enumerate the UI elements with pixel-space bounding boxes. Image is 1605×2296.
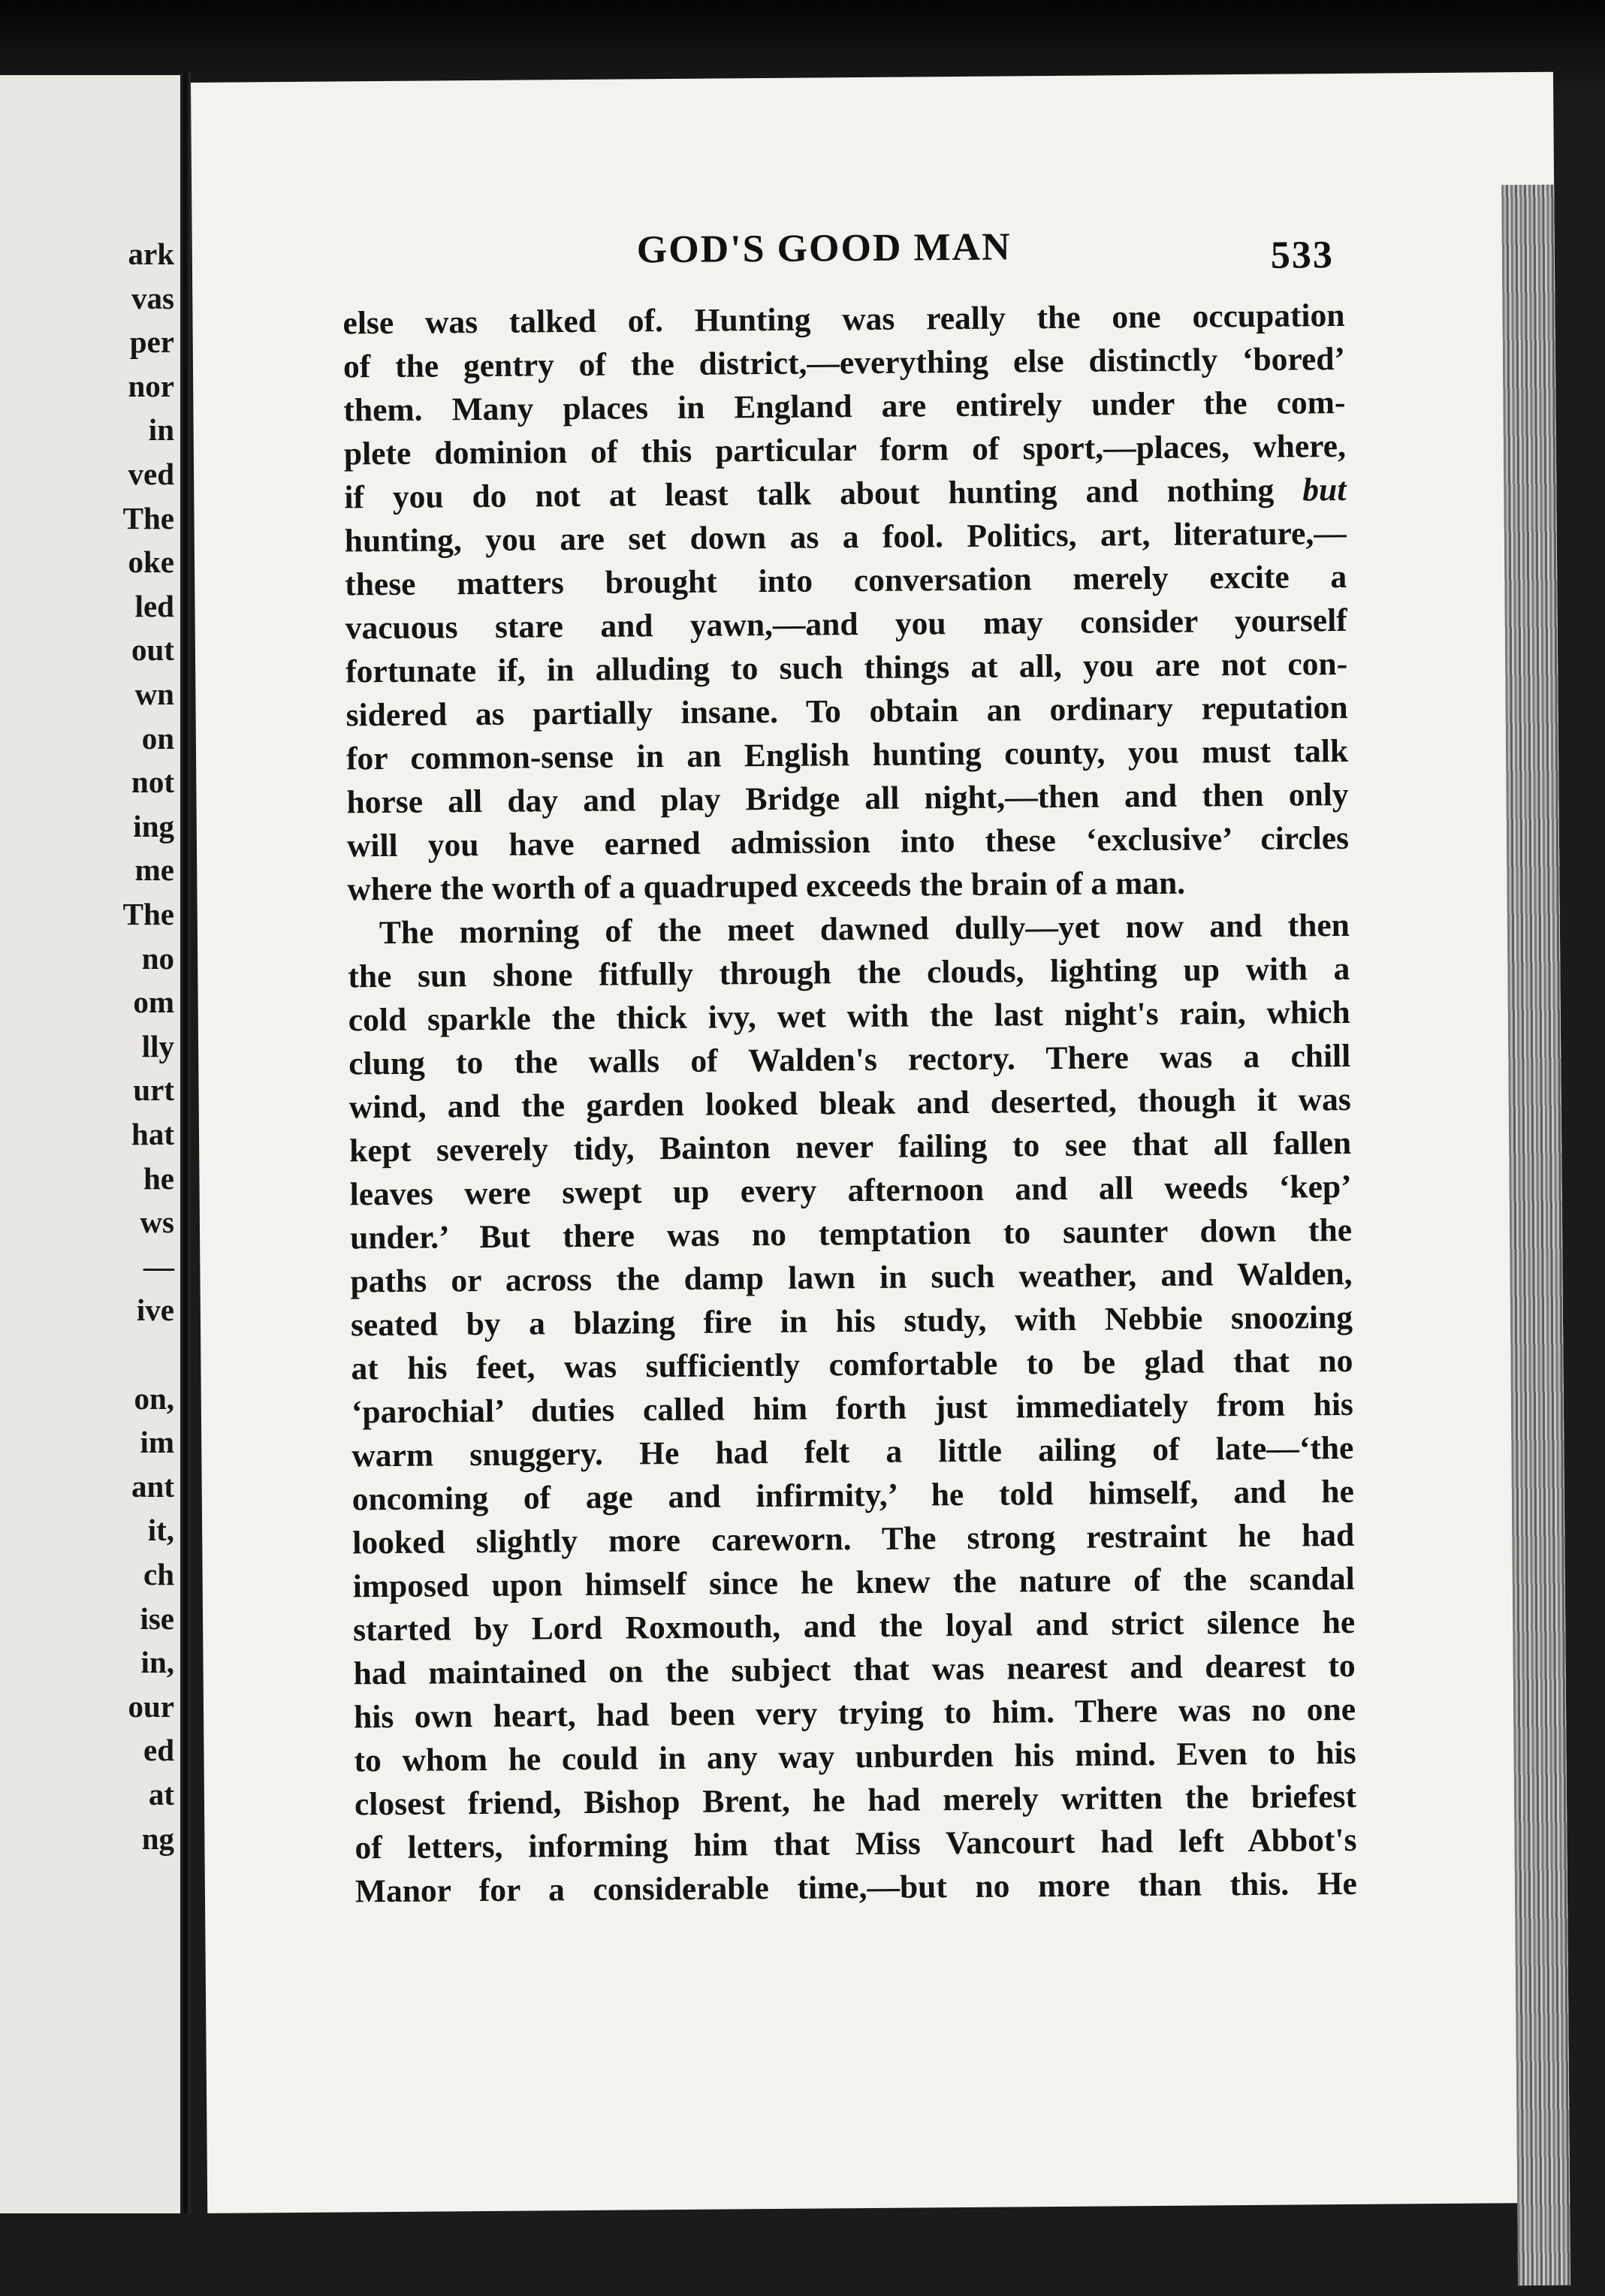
left-page-fragment: oke (128, 545, 174, 580)
page-number: 533 (1270, 234, 1335, 277)
text-line: oncoming of age and infirmity,’ he told himself, and he (351, 1473, 1354, 1518)
left-page-fragment: lly (141, 1028, 174, 1064)
text-line: sidered as partially insane. To obtain an ordinary reputation (345, 689, 1348, 734)
text-line: of the gentry of the district,—everything else distinctly ‘bored’ (342, 340, 1346, 385)
left-page-fragment: The (122, 500, 174, 536)
left-page-fragment: nor (128, 368, 174, 403)
left-page-fragment: urt (133, 1073, 174, 1108)
left-page-fragment: per (129, 324, 174, 360)
left-page-fragment: led (134, 588, 174, 623)
text-line: had maintained on the subject that was nearest and dearest to (353, 1647, 1356, 1692)
text-line: for common-sense in an English hunting county, you must talk (345, 732, 1349, 777)
left-page-fragment: he (143, 1160, 174, 1196)
text-line (344, 468, 1346, 519)
text-line: seated by a blazing fire in his study, with Nebbie snoozing (350, 1299, 1353, 1344)
text-line: ‘parochial’ duties called him forth just immediately from his (351, 1386, 1354, 1431)
running-head (192, 221, 1555, 277)
left-page-fragment: ng (141, 1821, 174, 1856)
left-page-fragment: in (148, 412, 174, 448)
page-edge-stack (1501, 185, 1570, 2285)
left-page-fragment: me (134, 852, 174, 888)
running-title: GOD'S GOOD MAN (636, 225, 1012, 272)
left-page-fragment: on, (134, 1380, 174, 1416)
left-page-fragment: ing (133, 808, 174, 843)
text-line: to whom he could in any way unburden his mind. Even to his (354, 1734, 1356, 1779)
text-line: else was talked of. Hunting was really the one occupation (342, 297, 1345, 342)
text-line: imposed upon himself since he knew the nature of the scandal (352, 1560, 1355, 1605)
text-line: The morning of the meet dawned dully—yet now and then (379, 907, 1350, 952)
text-line: warm snuggery. He had felt a little ailing of late—‘the (351, 1429, 1354, 1474)
book-gutter (180, 71, 191, 2213)
left-page-fragment: on (141, 720, 174, 756)
italic-word: but (1302, 471, 1347, 508)
left-page-fragment: The (122, 897, 174, 931)
text-line-part: if you do not at least talk about hunting and nothing (344, 472, 1275, 516)
text-line: cold sparkle the thick ivy, wet with the last night's rain, which (348, 994, 1350, 1039)
text-line: his own heart, had been very trying to him. There was no one (353, 1691, 1356, 1736)
left-page-fragment: ed (143, 1733, 174, 1768)
text-line: kept severely tidy, Bainton never failing to see that all fallen (348, 1124, 1352, 1169)
text-line: wind, and the garden looked bleak and deserted, though it was (348, 1081, 1351, 1126)
text-line: fortunate if, in alluding to such things at all, you are not con- (345, 645, 1348, 690)
text-line: Manor for a considerable time,—but no more than this. He (354, 1865, 1358, 1910)
text-line: at his feet, was sufficiently comfortable to be glad that no (351, 1342, 1353, 1387)
text-line: paths or across the damp lawn in such weather, and Walden, (350, 1255, 1353, 1300)
text-line: where the worth of a quadruped exceeds the brain of a man. (347, 864, 1186, 908)
left-page-fragment: wn (134, 677, 174, 711)
left-page-fragment: om (133, 985, 174, 1020)
left-page-fragment: it, (147, 1513, 174, 1548)
left-page-fragment: ive (136, 1293, 174, 1328)
left-page-fragment: ws (140, 1205, 174, 1240)
left-page-fragment: ved (128, 457, 174, 491)
text-line: horse all day and play Bridge all night,—then and then only (346, 776, 1349, 821)
left-page-fragment: out (131, 632, 174, 668)
left-page-fragment: ise (140, 1601, 174, 1636)
left-page-fragment: hat (131, 1117, 174, 1151)
text-line: the sun shone fitfully through the clouds, lighting up with a (348, 950, 1350, 995)
left-page-fragment: at (148, 1777, 174, 1812)
text-line: of letters, informing him that Miss Vancourt had left Abbot's (354, 1821, 1357, 1866)
left-page-fragment: im (140, 1425, 174, 1460)
text-line: hunting, you are set down as a fool. Politics, art, literature,— (344, 514, 1347, 560)
text-line: clung to the walls of Walden's rectory. There was a chill (348, 1037, 1351, 1082)
text-line: them. Many places in England are entirely under the com- (343, 384, 1346, 429)
text-line: started by Lord Roxmouth, and the loyal and strict silence he (353, 1604, 1356, 1649)
text-line: closest friend, Bishop Brent, he had merely written the briefest (354, 1778, 1357, 1823)
left-page-fragment: in, (140, 1645, 174, 1680)
left-page-fragment: ark (128, 237, 174, 271)
left-page-fragment: ant (131, 1468, 174, 1504)
left-page-fragment: not (131, 765, 174, 800)
left-page-fragment: vas (131, 280, 174, 315)
text-line: under.’ But there was no temptation to saunter down the (349, 1211, 1353, 1257)
left-page-fragment: our (128, 1688, 174, 1724)
left-facing-page (0, 75, 185, 2213)
text-line: leaves were swept up every afternoon and all weeds ‘kep’ (349, 1168, 1352, 1213)
text-line: will you have earned admission into these ‘exclusive’ circles (346, 819, 1350, 864)
left-page-fragment: no (141, 940, 174, 976)
left-page-fragment: ch (143, 1557, 174, 1592)
text-line: these matters brought into conversation merely excite a (345, 558, 1347, 603)
text-line: looked slightly more careworn. The strong restraint he had (352, 1516, 1355, 1561)
left-page-fragment: — (143, 1248, 174, 1284)
text-line: plete dominion of this particular form of sport,—places, where, (343, 427, 1347, 472)
body-text (342, 294, 1357, 1913)
text-line: vacuous stare and yawn,—and you may consider yourself (345, 602, 1347, 647)
book-page (191, 72, 1570, 2213)
